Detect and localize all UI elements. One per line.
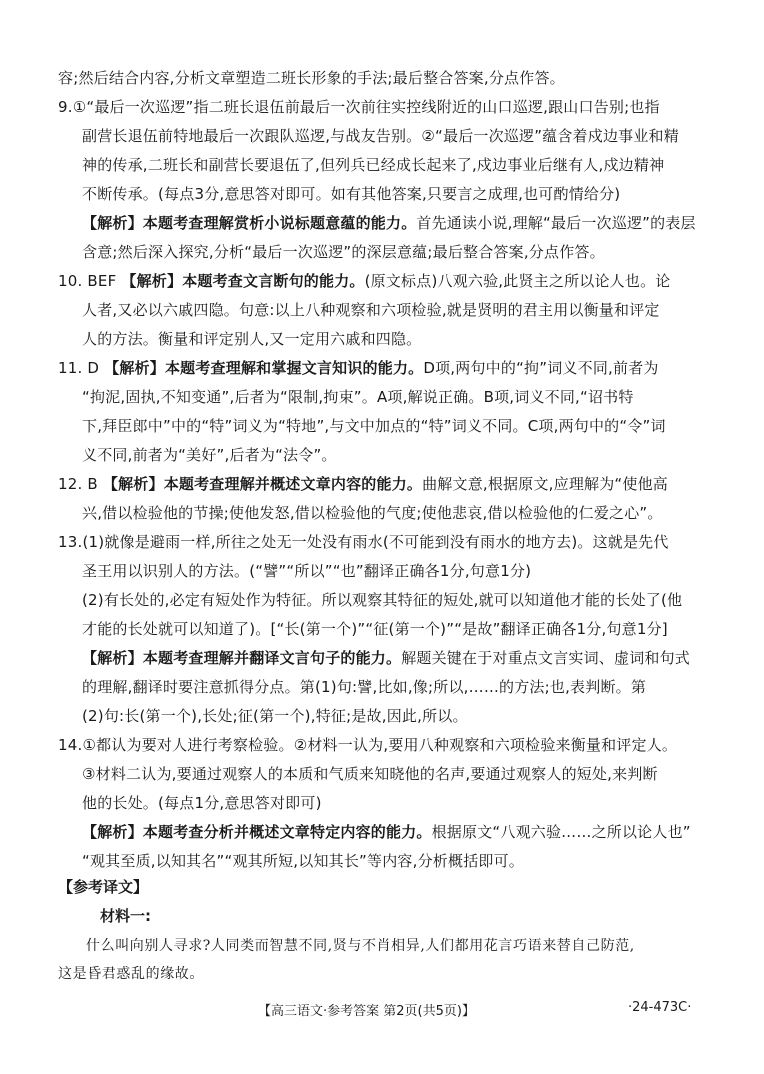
- answer-14-line: 14.①都认为要对人进行考察检验。②材料一认为,要用八种观察和六项检验来衡量和评定人。: [58, 736, 678, 754]
- analysis-text: (原文标点)八观六验,此贤主之所以论人也。论: [364, 272, 671, 290]
- analysis-label: 【解析】本题考查理解赏析小说标题意蕴的能力。: [82, 214, 417, 232]
- answer-9-line: 9.①“最后一次巡逻”指二班长退伍前最后一次前往实控线附近的山口巡逻,跟山口告别;也指: [58, 98, 660, 116]
- answer-9-line: 不断传承。(每点3分,意思答对即可。如有其他答案,只要言之成理,也可酌情给分): [82, 185, 621, 203]
- answer-12: [58, 470, 723, 499]
- reference-translation-heading: 【参考译文】: [58, 878, 149, 896]
- page-footer: [0, 1000, 764, 1020]
- material-one-label: 材料一:: [100, 907, 151, 925]
- analysis-14-line: “观其至质,以知其名”“观其所短,以知其长”等内容,分析概括即可。: [82, 852, 524, 870]
- analysis-label: 【解析】本题考查分析并概述文章特定内容的能力。: [82, 823, 432, 841]
- analysis-label: 【解析】本题考查理解并概述文章内容的能力。: [102, 475, 423, 493]
- answer-11: [58, 354, 723, 383]
- analysis-text: D项,两句中的“拘”词义不同,前者为: [423, 359, 659, 377]
- answer-13-line: (2)有长处的,必定有短处作为特征。所以观察其特征的短处,就可以知道他才能的长处了(他: [82, 591, 683, 609]
- answer-10: [58, 267, 723, 296]
- analysis-13-line: 的理解,翻译时要注意抓得分点。第(1)句:譬,比如,像;所以,……的方法;也,表判断。第: [82, 678, 647, 696]
- answer-13-line: 圣王用以识别人的方法。(“譬”“所以”“也”翻译正确各1分,句意1分): [82, 562, 532, 580]
- answer-14-line: ③材料二认为,要通过观察人的本质和气质来知晓他的名声,要通过观察人的短处,来判断: [82, 765, 658, 783]
- analysis-13-line: (2)句:长(第一个),长处;征(第一个),特征;是故,因此,所以。: [82, 707, 468, 725]
- answer-key: 10. BEF: [58, 272, 122, 290]
- text-line: 容;然后结合内容,分析文章塑造二班长形象的手法;最后整合答案,分点作答。: [58, 69, 565, 87]
- answer-13-line: 13.(1)就像是避雨一样,所往之处无一处没有雨水(不可能到没有雨水的地方去)。这就是先代: [58, 533, 669, 551]
- analysis-9: [82, 209, 723, 238]
- answer-9-line: 副营长退伍前特地最后一次跟队巡逻,与战友告别。②“最后一次巡逻”蕴含着戍边事业和精: [82, 127, 679, 145]
- answer-10-line: 人的方法。衡量和评定别人,又一定用六戚和四隐。: [82, 330, 422, 348]
- answer-9-line: 神的传承,二班长和副营长要退伍了,但列兵已经成长起来了,戍边事业后继有人,戍边精神: [82, 156, 665, 174]
- answer-10-line: 人者,又必以六戚四隐。句意:以上八种观察和六项检验,就是贤明的君主用以衡量和评定: [82, 301, 660, 319]
- footer-code: ·24-473C·: [628, 1000, 692, 1015]
- answer-14-line: 他的长处。(每点1分,意思答对即可): [82, 794, 322, 812]
- analysis-label: 【解析】本题考查文言断句的能力。: [121, 272, 365, 290]
- answer-key: 12. B: [58, 475, 103, 493]
- answer-11-line: 下,拜臣郎中”中的“特”词义为“特地”,与文中加点的“特”词义不同。C项,两句中的“令”词: [82, 417, 666, 435]
- analysis-13: [82, 644, 723, 673]
- analysis-label: 【解析】本题考查理解和掌握文言知识的能力。: [104, 359, 424, 377]
- footer-title: 【高三语文·参考答案 第2页(共5页)】: [258, 1004, 475, 1019]
- analysis-text: 根据原文“八观六验……之所以论人也”: [431, 823, 691, 841]
- translation-line: 什么叫向别人寻求?人同类而智慧不同,贤与不肖相异,人们都用花言巧语来替自己防范,: [86, 938, 635, 954]
- answer-13-line: 才能的长处就可以知道了)。[“长(第一个)”“征(第一个)”“是故”翻译正确各1分,句意1分]: [82, 620, 668, 638]
- analysis-text: 曲解文意,根据原文,应理解为“使他高: [422, 475, 669, 493]
- analysis-14: [82, 818, 723, 847]
- analysis-9-line: 含意;然后深入探究,分析“最后一次巡逻”的深层意蕴;最后整合答案,分点作答。: [82, 243, 605, 261]
- analysis-text: 首先通读小说,理解“最后一次巡逻”的表层: [416, 214, 696, 232]
- analysis-label: 【解析】本题考查理解并翻译文言句子的能力。: [82, 649, 402, 667]
- answer-key: 11. D: [58, 359, 105, 377]
- translation-line: 这是昏君惑乱的缘故。: [58, 966, 204, 982]
- answer-11-line: 义不同,前者为“美好”,后者为“法令”。: [82, 446, 337, 464]
- answer-11-line: “拘泥,固执,不知变通”,后者为“限制,拘束”。A项,解说正确。B项,词义不同,“诏书特: [82, 388, 634, 406]
- answer-12-line: 兴,借以检验他的节操;使他发怒,借以检验他的气度;使他悲哀,借以检验他的仁爱之心”。: [82, 504, 663, 522]
- analysis-text: 解题关键在于对重点文言实词、虚词和句式: [401, 649, 691, 667]
